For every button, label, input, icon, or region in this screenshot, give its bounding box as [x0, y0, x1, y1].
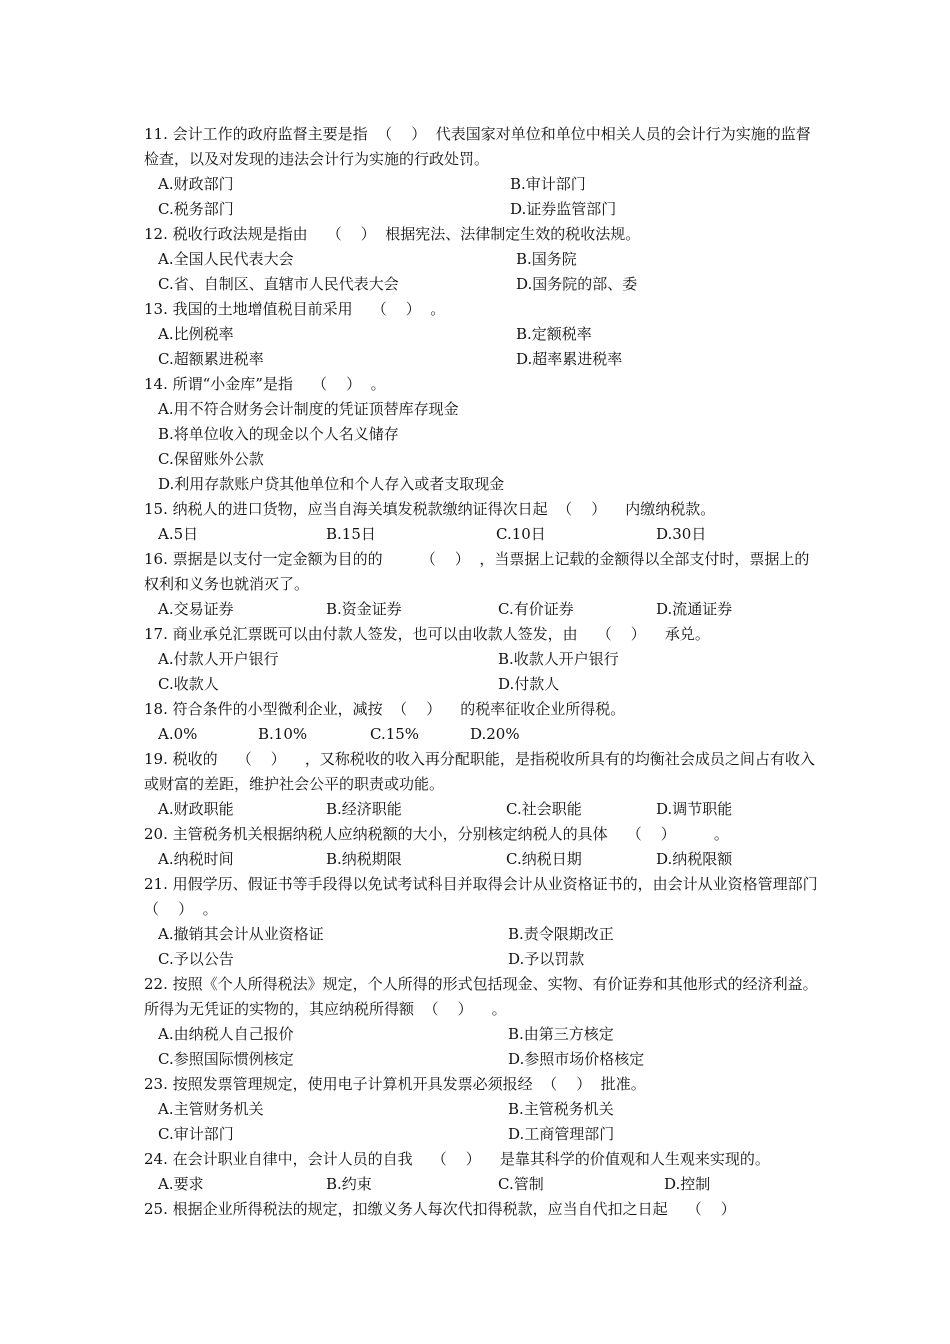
- answer-option: A.5日: [158, 525, 199, 543]
- question-stem: 20. 主管税务机关根据纳税人应纳税额的大小，分别核定纳税人的具体 （ ） 。: [144, 825, 729, 843]
- question-block: [144, 372, 824, 497]
- answer-option: C.超额累进税率: [158, 350, 264, 368]
- answer-option: B.国务院: [516, 250, 577, 268]
- option-row: [158, 472, 824, 497]
- answer-option: B.主管税务机关: [508, 1100, 614, 1118]
- option-row: [158, 847, 824, 872]
- answer-option: D.工商管理部门: [508, 1125, 615, 1143]
- answer-option: C.15%: [370, 725, 420, 743]
- question-stem: 18. 符合条件的小型微利企业，减按 （ ） 的税率征收企业所得税。: [144, 700, 626, 718]
- option-row: [158, 1172, 824, 1197]
- answer-option: D.付款人: [498, 675, 560, 693]
- answer-option: C.省、自制区、直辖市人民代表大会: [158, 275, 399, 293]
- question-block: [144, 297, 824, 372]
- answer-option: D.30日: [656, 525, 707, 543]
- answer-option: C.税务部门: [158, 200, 234, 218]
- answer-option: C.纳税日期: [506, 850, 582, 868]
- question-block: [144, 222, 824, 297]
- answer-option: C.保留账外公款: [158, 450, 264, 468]
- question-stem: 23. 按照发票管理规定，使用电子计算机开具发票必须报经 （ ） 批准。: [144, 1075, 646, 1093]
- option-row: [158, 247, 824, 272]
- question-block: [144, 122, 824, 222]
- question-block: [144, 497, 824, 547]
- question-block: [144, 972, 824, 1072]
- answer-option: A.主管财务机关: [158, 1100, 264, 1118]
- answer-option: B.15日: [326, 525, 376, 543]
- question-block: [144, 822, 824, 872]
- question-block: [144, 622, 824, 697]
- option-row: [158, 447, 824, 472]
- question-stem: 15. 纳税人的进口货物，应当自海关填发税款缴纳证得次日起 （ ） 内缴纳税款。: [144, 500, 716, 518]
- answer-option: A.财政部门: [158, 175, 234, 193]
- option-row: [158, 1047, 824, 1072]
- question-list: [144, 122, 837, 1222]
- question-block: [144, 1197, 824, 1222]
- answer-option: C.有价证券: [498, 600, 574, 618]
- answer-option: C.予以公告: [158, 950, 234, 968]
- option-row: [158, 1122, 824, 1147]
- answer-option: C.收款人: [158, 675, 219, 693]
- question-block: [144, 872, 837, 972]
- answer-option: D.超率累进税率: [516, 350, 623, 368]
- option-row: [158, 647, 824, 672]
- answer-option: A.全国人民代表大会: [158, 250, 294, 268]
- question-stem: 24. 在会计职业自律中，会计人员的自我 （ ） 是靠其科学的价值观和人生观来实现的。: [144, 1150, 770, 1168]
- answer-option: A.要求: [158, 1175, 204, 1193]
- answer-option: C.审计部门: [158, 1125, 234, 1143]
- answer-option: A.0%: [158, 725, 198, 743]
- answer-option: D.控制: [664, 1175, 711, 1193]
- answer-option: B.由第三方核定: [508, 1025, 614, 1043]
- option-row: [158, 722, 824, 747]
- question-stem: 14. 所谓“小金库”是指 （ ） 。: [144, 375, 386, 393]
- option-row: [158, 947, 824, 972]
- option-row: [158, 797, 824, 822]
- answer-option: D.流通证券: [656, 600, 733, 618]
- answer-option: D.纳税限额: [656, 850, 733, 868]
- answer-option: B.10%: [258, 725, 308, 743]
- answer-option: C.管制: [498, 1175, 544, 1193]
- question-stem: 13. 我国的土地增值税目前采用 （ ） 。: [144, 300, 446, 318]
- answer-option: C.10日: [496, 525, 546, 543]
- option-row: [158, 1022, 824, 1047]
- question-stem: 16. 票据是以支付一定金额为目的的 （ ） ，当票据上记载的金额得以全部支付时，票据上的权利和义务也就消灭了。: [144, 550, 810, 593]
- question-block: [144, 747, 824, 822]
- answer-option: B.责令限期改正: [508, 925, 614, 943]
- answer-option: A.付款人开户银行: [158, 650, 279, 668]
- answer-option: A.由纳税人自己报价: [158, 1025, 294, 1043]
- answer-option: B.经济职能: [326, 800, 402, 818]
- question-block: [144, 1072, 824, 1147]
- answer-option: A.交易证券: [158, 600, 234, 618]
- answer-option: D.调节职能: [656, 800, 733, 818]
- answer-option: D.参照市场价格核定: [508, 1050, 645, 1068]
- answer-option: C.社会职能: [506, 800, 582, 818]
- option-row: [158, 422, 824, 447]
- question-block: [144, 697, 824, 747]
- answer-option: A.比例税率: [158, 325, 234, 343]
- option-row: [158, 197, 824, 222]
- option-row: [158, 272, 824, 297]
- option-row: [158, 172, 824, 197]
- question-stem: 12. 税收行政法规是指由 （ ） 根据宪法、法律制定生效的税收法规。: [144, 225, 641, 243]
- answer-option: B.收款人开户银行: [498, 650, 619, 668]
- answer-option: B.纳税期限: [326, 850, 402, 868]
- question-stem: 21. 用假学历、假证书等手段得以免试考试科目并取得会计从业资格证书的，由会计从业资格管理部门 （ ） 。: [144, 875, 837, 918]
- answer-option: C.参照国际惯例核定: [158, 1050, 294, 1068]
- answer-option: A.撤销其会计从业资格证: [158, 925, 324, 943]
- answer-option: A.财政职能: [158, 800, 234, 818]
- question-stem: 25. 根据企业所得税法的规定，扣缴义务人每次代扣得税款，应当自代扣之日起 （ ）: [144, 1200, 736, 1218]
- question-stem: 22. 按照《个人所得税法》规定，个人所得的形式包括现金、实物、有价证券和其他形式的经济利益。所得为无凭证的实物的，其应纳税所得额 （ ） 。: [144, 975, 818, 1018]
- option-row: [158, 672, 824, 697]
- answer-option: A.用不符合财务会计制度的凭证顶替库存现金: [158, 400, 459, 418]
- answer-option: D.予以罚款: [508, 950, 585, 968]
- option-row: [158, 522, 824, 547]
- answer-option: B.资金证券: [326, 600, 402, 618]
- answer-option: B.将单位收入的现金以个人名义储存: [158, 425, 399, 443]
- option-row: [158, 922, 824, 947]
- answer-option: A.纳税时间: [158, 850, 234, 868]
- answer-option: D.国务院的部、委: [516, 275, 638, 293]
- answer-option: B.审计部门: [510, 175, 586, 193]
- answer-option: B.定额税率: [516, 325, 592, 343]
- question-block: [144, 547, 824, 622]
- question-block: [144, 1147, 824, 1197]
- answer-option: D.利用存款账户贷其他单位和个人存入或者支取现金: [158, 475, 505, 493]
- option-row: [158, 397, 824, 422]
- question-stem: 17. 商业承兑汇票既可以由付款人签发，也可以由收款人签发，由 （ ） 承兑。: [144, 625, 710, 643]
- answer-option: D.20%: [470, 725, 520, 743]
- question-stem: 11. 会计工作的政府监督主要是指 （ ） 代表国家对单位和单位中相关人员的会计行为实施的监督检查，以及对发现的违法会计行为实施的行政处罚。: [144, 125, 811, 168]
- answer-option: B.约束: [326, 1175, 372, 1193]
- question-stem: 19. 税收的 （ ） ，又称税收的收入再分配职能，是指税收所具有的均衡社会成员之间占有收入或财富的差距，维护社会公平的职责或功能。: [144, 750, 815, 793]
- option-row: [158, 597, 824, 622]
- answer-option: D.证券监管部门: [510, 200, 617, 218]
- option-row: [158, 347, 824, 372]
- option-row: [158, 322, 824, 347]
- option-row: [158, 1097, 824, 1122]
